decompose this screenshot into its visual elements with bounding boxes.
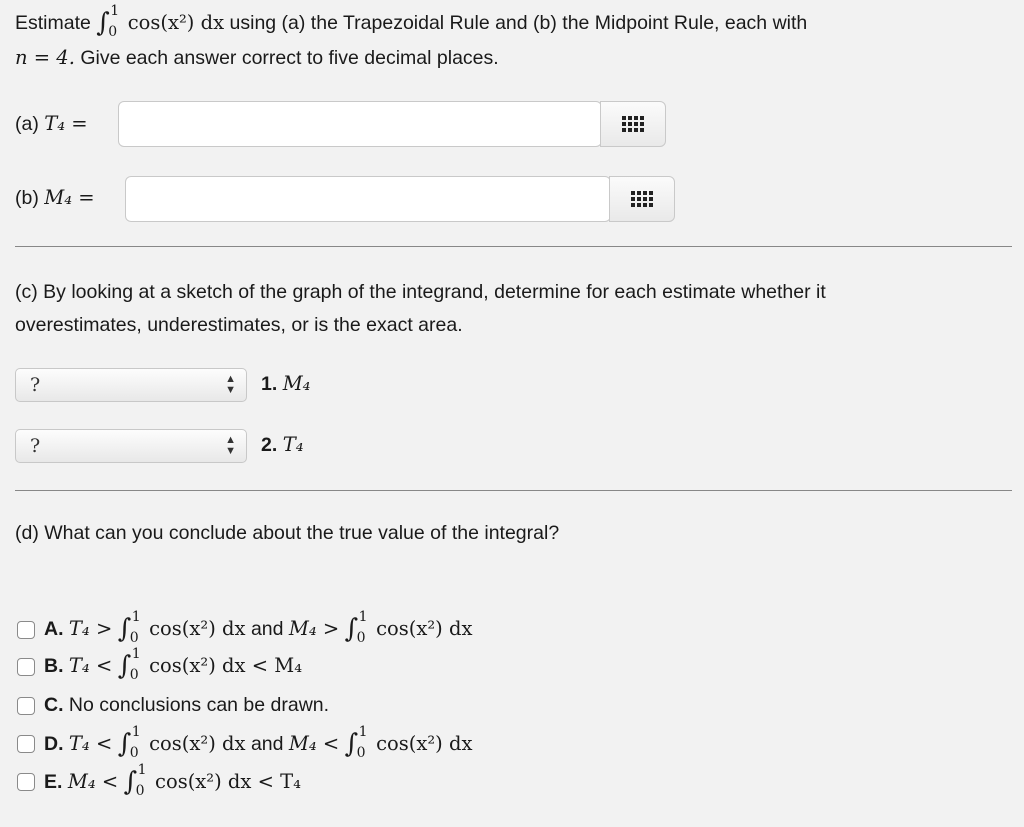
part-a-label: (a) T₄ = xyxy=(15,112,88,135)
question-line-2 xyxy=(15,46,499,70)
instruction-text: Give each answer correct to five decimal places. xyxy=(80,47,499,69)
intro-word: Estimate xyxy=(15,12,91,34)
divider xyxy=(15,246,1012,247)
option-d-label[interactable]: D. T₄ < ∫ 1 0 cos(x²) dx and M₄ < ∫ 1 0 cos(x²) dx xyxy=(44,724,473,761)
question-line-1 xyxy=(15,3,808,40)
option-e-label[interactable]: E. M₄ < ∫ 1 0 cos(x²) dx < T₄ xyxy=(44,762,301,799)
part-b-keypad-button[interactable] xyxy=(609,176,675,222)
keypad-grid-icon xyxy=(622,116,644,132)
option-a-label[interactable]: A. T₄ > ∫ 1 0 cos(x²) dx and M₄ > ∫ 1 0 cos(x²) dx xyxy=(44,609,473,646)
part-c-row-2-label: 2. T₄ xyxy=(261,433,304,456)
part-a-keypad-button[interactable] xyxy=(600,101,666,147)
part-c-select-1[interactable]: ? ▲ ▼ xyxy=(15,368,247,402)
up-down-arrows-icon: ▲ ▼ xyxy=(225,373,236,396)
integral-sign: ∫ 1 0 xyxy=(96,3,120,40)
option-c-label[interactable]: C. No conclusions can be drawn. xyxy=(44,694,330,716)
part-b-answer-input[interactable] xyxy=(125,176,611,222)
n-text: n = 4. xyxy=(15,46,75,69)
part-c-prompt-line-2: overestimates, underestimates, or is the exact area. xyxy=(15,314,463,336)
divider xyxy=(15,490,1012,491)
part-d-prompt: (d) What can you conclude about the true value of the integral? xyxy=(15,522,560,544)
option-b-label[interactable]: B. T₄ < ∫ 1 0 cos(x²) dx < M₄ xyxy=(44,646,303,683)
part-c-select-2[interactable]: ? ▲ ▼ xyxy=(15,429,247,463)
part-a-answer-input[interactable] xyxy=(118,101,602,147)
option-c-checkbox[interactable] xyxy=(17,697,35,715)
option-e-checkbox[interactable] xyxy=(17,773,35,791)
up-down-arrows-icon: ▲ ▼ xyxy=(225,434,236,457)
option-b-checkbox[interactable] xyxy=(17,658,35,676)
using-text: using (a) the Trapezoidal Rule and (b) the Midpoint Rule, each with xyxy=(229,12,808,34)
part-c-prompt-line-1: (c) By looking at a sketch of the graph of the integrand, determine for each estimate whether it xyxy=(15,281,826,303)
option-a-checkbox[interactable] xyxy=(17,621,35,639)
part-b-label: (b) M₄ = xyxy=(15,186,95,209)
option-d-checkbox[interactable] xyxy=(17,735,35,753)
part-c-row-1-label: 1. M₄ xyxy=(261,372,311,395)
integrand: cos(x²) dx xyxy=(127,11,225,34)
keypad-grid-icon xyxy=(631,191,653,207)
